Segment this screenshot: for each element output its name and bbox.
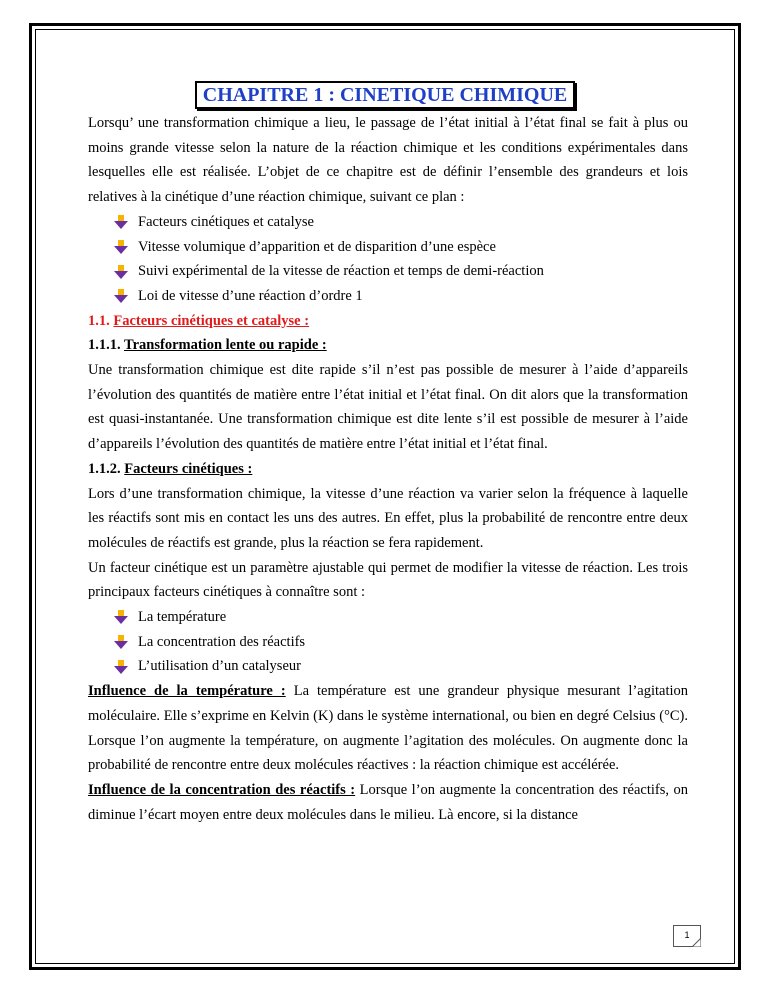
- list-item: [88, 654, 688, 679]
- concentration-text: Lorsque l’on augmente la concentration des réactifs, on diminue l’écart moyen entre deux molécules dans le milieu. Là encore, si la distance: [88, 781, 688, 823]
- plan-item-label: Loi de vitesse d’une réaction d’ordre 1: [138, 287, 363, 304]
- down-arrow-bullet-icon: [114, 240, 128, 254]
- factor-item-label: La concentration des réactifs: [138, 633, 306, 650]
- list-item: [88, 630, 688, 655]
- factors-list: [88, 605, 688, 679]
- list-item: [88, 259, 688, 284]
- section-title: Facteurs cinétiques :: [124, 460, 253, 477]
- section-number: 1.1.: [88, 312, 110, 329]
- factor-item-label: La température: [138, 609, 227, 626]
- temperature-heading: Influence de la température :: [88, 683, 286, 700]
- kinetic-factors-paragraph: Lors d’une transformation chimique, la vitesse d’une réaction va varier selon la fréquence à laquelle les réactifs sont mis en contact les uns des autres. En effet, plus la probabilité de rencontre entre deux molécules de réactifs est grande, plus la réaction se fera rapidement.: [88, 485, 688, 551]
- chapter-title: CHAPITRE 1 : CINETIQUE CHIMIQUE: [195, 81, 575, 109]
- section-number: 1.1.2.: [88, 460, 121, 477]
- down-arrow-bullet-icon: [114, 265, 128, 279]
- section-heading-1-1: [88, 309, 688, 334]
- list-item: [88, 284, 688, 309]
- section-title: Transformation lente ou rapide :: [124, 337, 327, 354]
- down-arrow-bullet-icon: [114, 635, 128, 649]
- down-arrow-bullet-icon: [114, 610, 128, 624]
- down-arrow-bullet-icon: [114, 660, 128, 674]
- list-item: [88, 235, 688, 260]
- section-number: 1.1.1.: [88, 337, 121, 354]
- down-arrow-bullet-icon: [114, 215, 128, 229]
- plan-list: [88, 210, 688, 309]
- list-item: [88, 605, 688, 630]
- transformation-paragraph: Une transformation chimique est dite rapide s’il n’est pas possible de mesurer à l’aide d’appareils l’évolution des quantités de matière entre l’état initial et l’état final. On dit alors que la transformation est quasi-instantanée. Une transformation chimique est dite lente s’il est possible de mesurer à l’aide d’appareils l’évolution des quantités de matière entre l’état initial et l’état final.: [88, 362, 688, 453]
- plan-item-label: Facteurs cinétiques et catalyse: [138, 213, 314, 230]
- concentration-heading: Influence de la concentration des réactifs :: [88, 781, 356, 798]
- document-body: [88, 81, 688, 827]
- section-heading-1-1-1: [88, 333, 688, 358]
- down-arrow-bullet-icon: [114, 289, 128, 303]
- section-heading-1-1-2: [88, 457, 688, 482]
- page-number: 1: [684, 930, 690, 940]
- temperature-paragraph: [88, 679, 688, 778]
- concentration-paragraph: [88, 778, 688, 827]
- intro-paragraph: Lorsqu’ une transformation chimique a lieu, le passage de l’état initial à l’état final se fait à plus ou moins grande vitesse selon la nature de la réaction chimique et les conditions expérimentales dans lesquelles elle est réalisée. L’objet de ce chapitre est de définir l’ensemble des grandeurs et lois relatives à la cinétique d’une réaction chimique, suivant ce plan :: [88, 115, 688, 206]
- factor-item-label: L’utilisation d’un catalyseur: [138, 658, 301, 675]
- plan-item-label: Vitesse volumique d’apparition et de disparition d’une espèce: [138, 238, 496, 255]
- chapter-title-wrap: [88, 81, 688, 111]
- page-curl-icon: [689, 938, 701, 947]
- plan-item-label: Suivi expérimental de la vitesse de réaction et temps de demi-réaction: [138, 263, 544, 280]
- kinetic-factors-definition: Un facteur cinétique est un paramètre ajustable qui permet de modifier la vitesse de réaction. Les trois principaux facteurs cinétiques à connaître sont :: [88, 559, 688, 601]
- section-title: Facteurs cinétiques et catalyse :: [113, 312, 310, 329]
- temperature-text: La température est une grandeur physique mesurant l’agitation moléculaire. Elle s’exprime en Kelvin (K) dans le système international, ou bien en degré Celsius (°C). Lorsque l’on augmente la température, on augmente l’agitation des molécules. On augmente donc la probabilité de rencontre entre deux molécules réactives : la réaction chimique est accélérée.: [88, 683, 689, 774]
- list-item: [88, 210, 688, 235]
